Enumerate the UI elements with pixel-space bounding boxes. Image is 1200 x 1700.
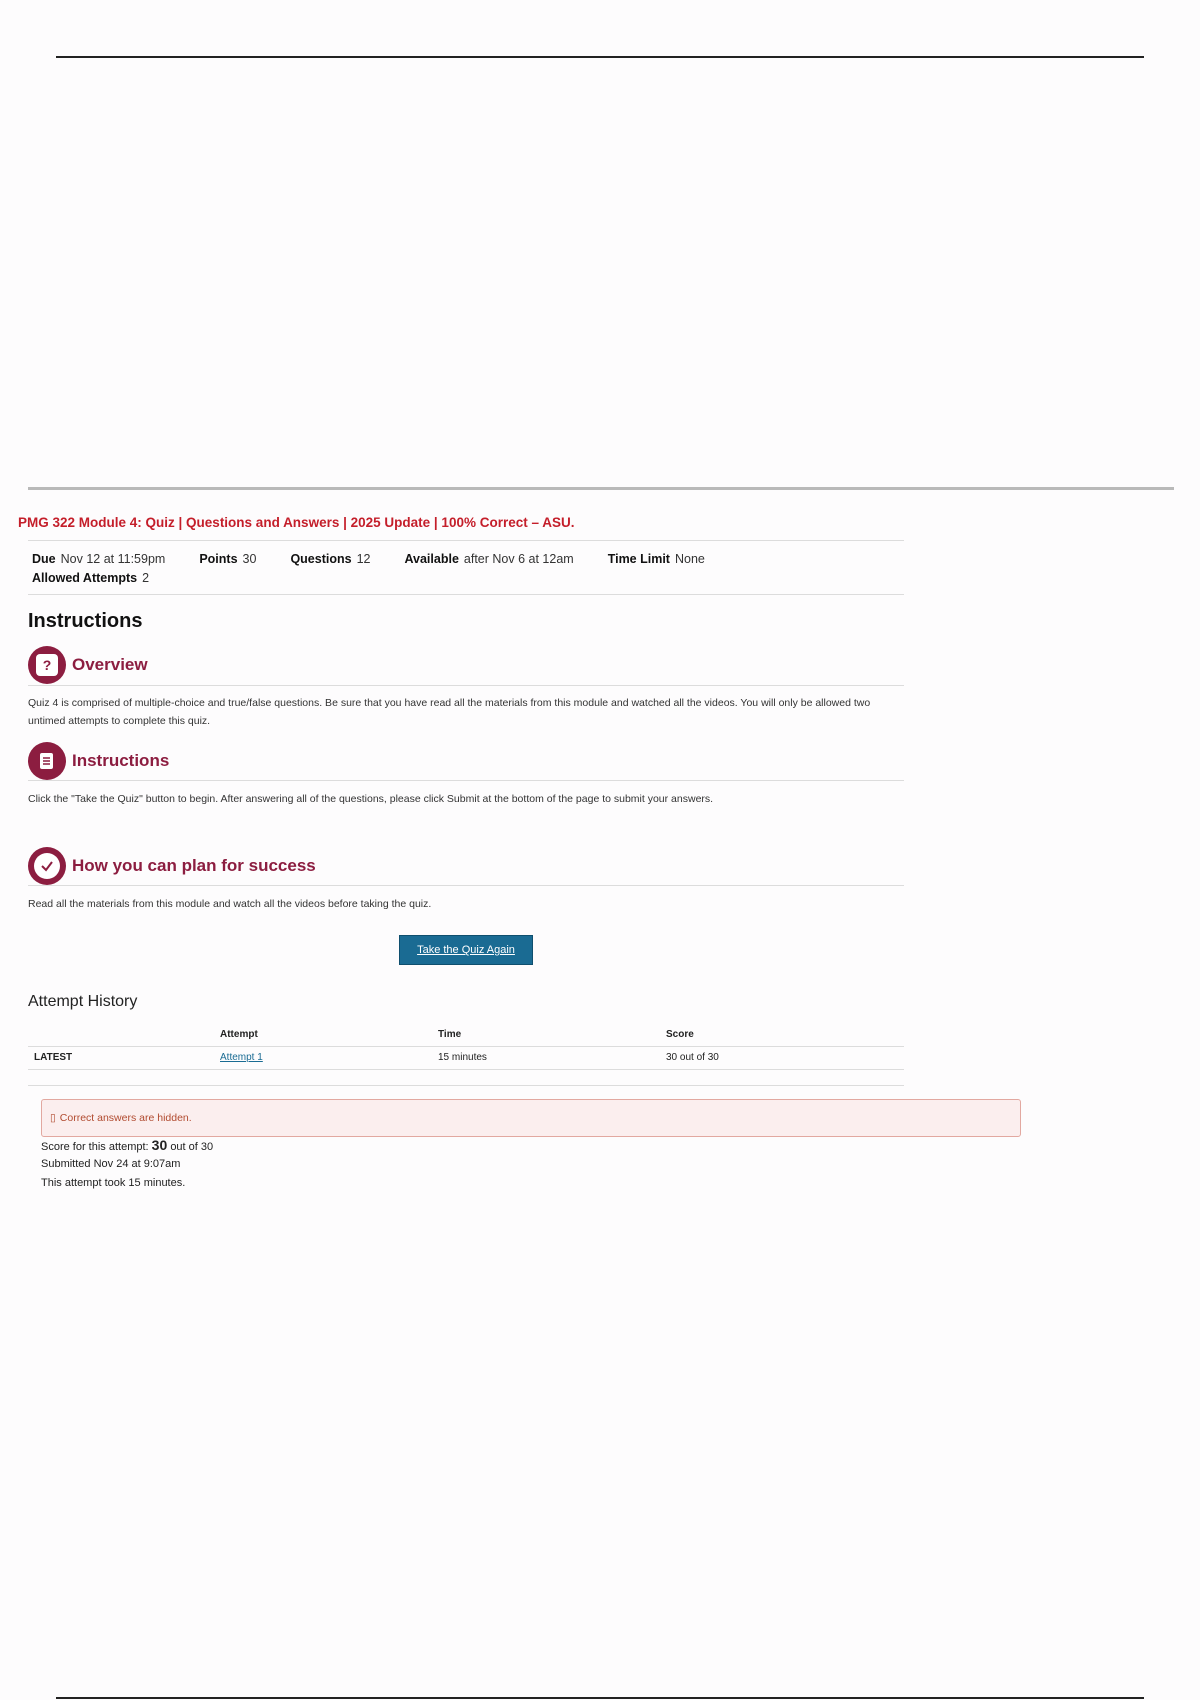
points-info: Points 30 xyxy=(199,551,257,566)
allowed-attempts-info: Allowed Attempts 2 xyxy=(32,570,150,585)
instructions-text: Click the "Take the Quiz" button to begin. After answering all of the questions, please click Submit at the bottom of the page to submit your answers. xyxy=(28,793,714,805)
table-header-row xyxy=(28,1024,904,1047)
divider xyxy=(28,685,904,686)
bottom-rule xyxy=(56,1697,1144,1699)
score-value: 30 xyxy=(151,1137,168,1153)
question-icon: ? xyxy=(28,646,66,684)
top-rule xyxy=(56,56,1144,58)
instructions-heading: Instructions xyxy=(28,610,143,632)
page-title: PMG 322 Module 4: Quiz | Questions and Answers | 2025 Update | 100% Correct – ASU. xyxy=(18,515,575,530)
attempt-score: 30 out of 30 xyxy=(666,1052,719,1063)
overview-title: Overview xyxy=(72,655,148,674)
duration-line: This attempt took 15 minutes. xyxy=(41,1177,186,1189)
info-icon: ▯ xyxy=(50,1112,56,1124)
separator-rule xyxy=(28,487,1174,490)
column-header-score: Score xyxy=(666,1029,694,1040)
attempt-link[interactable]: Attempt 1 xyxy=(220,1052,263,1063)
alert-text: Correct answers are hidden. xyxy=(59,1112,192,1124)
column-header-time: Time xyxy=(438,1029,462,1040)
success-header xyxy=(28,847,316,885)
questions-info: Questions 12 xyxy=(290,551,371,566)
divider xyxy=(28,885,904,886)
attempt-history-heading: Attempt History xyxy=(28,993,138,1010)
divider xyxy=(28,540,904,541)
latest-label: LATEST xyxy=(34,1052,73,1063)
quiz-details xyxy=(32,549,912,587)
attempt-history-table xyxy=(28,1024,904,1070)
attempt-summary xyxy=(41,1136,213,1193)
overview-header xyxy=(28,646,148,684)
success-text: Read all the materials from this module and watch all the videos before taking the quiz. xyxy=(28,898,432,910)
instructions-header xyxy=(28,742,169,780)
time-limit-info: Time Limit None xyxy=(607,551,705,566)
scroll-icon xyxy=(28,742,66,780)
attempt-time: 15 minutes xyxy=(438,1052,487,1063)
column-header-attempt: Attempt xyxy=(220,1029,258,1040)
submitted-line: Submitted Nov 24 at 9:07am xyxy=(41,1158,181,1170)
divider xyxy=(28,1085,904,1086)
available-info: Available after Nov 6 at 12am xyxy=(404,551,574,566)
divider xyxy=(28,780,904,781)
check-icon xyxy=(28,847,66,885)
score-line: Score for this attempt: 30 out of 30 xyxy=(41,1137,214,1153)
success-title: How you can plan for success xyxy=(72,856,316,875)
table-row xyxy=(28,1047,904,1070)
hidden-answers-alert xyxy=(41,1099,1021,1137)
due-info: Due Nov 12 at 11:59pm xyxy=(32,551,166,566)
overview-text: Quiz 4 is comprised of multiple-choice and true/false questions. Be sure that you have read all the materials from this module and watched all the videos. You will only be allowed two untimed attempts to complete this quiz. xyxy=(28,697,871,727)
take-quiz-again-button[interactable]: Take the Quiz Again xyxy=(399,935,533,965)
instructions-title: Instructions xyxy=(72,751,170,770)
divider xyxy=(28,594,904,595)
